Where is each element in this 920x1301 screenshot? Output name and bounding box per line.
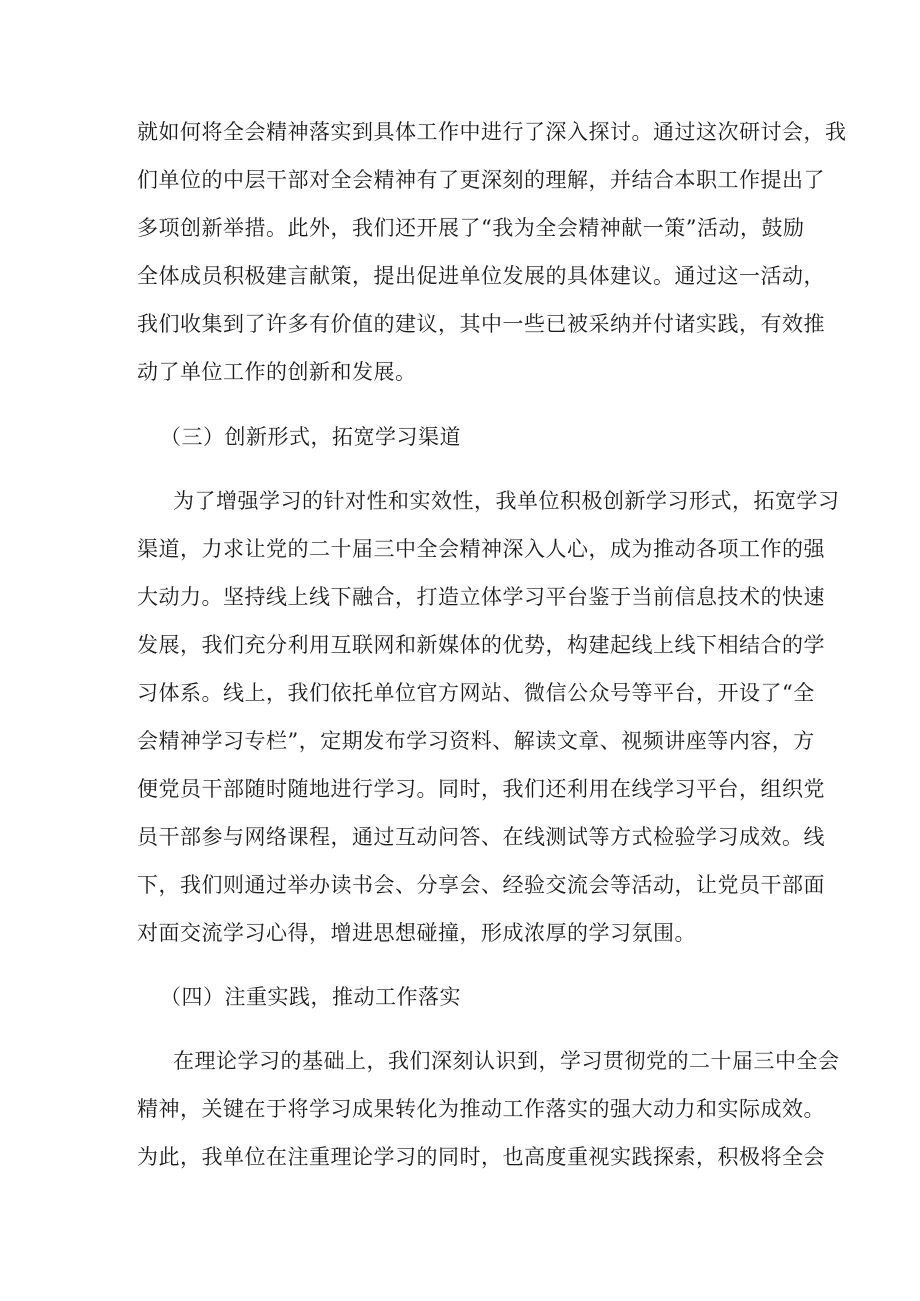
section-heading: （三）创新形式，拓宽学习渠道 bbox=[160, 425, 461, 449]
paragraph-line: 动了单位工作的创新和发展。 bbox=[137, 360, 417, 384]
paragraph-line: 多项创新举措。此外，我们还开展了“我为全会精神献一策”活动，鼓励 bbox=[137, 216, 805, 240]
paragraph-line: 们单位的中层干部对全会精神有了更深刻的理解，并结合本职工作提出了 bbox=[137, 168, 825, 192]
paragraph-line: 员干部参与网络课程，通过互动问答、在线测试等方式检验学习成效。线 bbox=[137, 825, 825, 849]
paragraph-line: 我们收集到了许多有价值的建议，其中一些已被采纳并付诸实践，有效推 bbox=[137, 312, 825, 336]
section-heading: （四）注重实践，推动工作落实 bbox=[160, 985, 461, 1009]
paragraph-line: 渠道，力求让党的二十届三中全会精神深入人心，成为推动各项工作的强 bbox=[137, 537, 825, 561]
paragraph-line: 大动力。坚持线上线下融合，打造立体学习平台鉴于当前信息技术的快速 bbox=[137, 585, 825, 609]
paragraph-line: 下，我们则通过举办读书会、分享会、经验交流会等活动，让党员干部面 bbox=[137, 873, 825, 897]
paragraph-line: 发展，我们充分利用互联网和新媒体的优势，构建起线上线下相结合的学 bbox=[137, 633, 825, 657]
paragraph-line: 就如何将全会精神落实到具体工作中进行了深入探讨。通过这次研讨会，我 bbox=[137, 120, 847, 144]
paragraph-line: 全体成员积极建言献策，提出促进单位发展的具体建议。通过这一活动， bbox=[137, 264, 825, 288]
paragraph-line: 便党员干部随时随地进行学习。同时，我们还利用在线学习平台，组织党 bbox=[137, 777, 825, 801]
paragraph-line: 对面交流学习心得，增进思想碰撞，形成浓厚的学习氛围。 bbox=[137, 921, 696, 945]
paragraph-line: 为此，我单位在注重理论学习的同时，也高度重视实践探索，积极将全会 bbox=[137, 1145, 825, 1169]
paragraph-line: 为了增强学习的针对性和实效性，我单位积极创新学习形式，拓宽学习 bbox=[173, 489, 840, 513]
paragraph-line: 在理论学习的基础上，我们深刻认识到，学习贯彻党的二十届三中全会 bbox=[173, 1049, 840, 1073]
paragraph-line: 会精神学习专栏”，定期发布学习资料、解读文章、视频讲座等内容，方 bbox=[137, 729, 815, 753]
paragraph-line: 精神，关键在于将学习成果转化为推动工作落实的强大动力和实际成效。 bbox=[137, 1097, 825, 1121]
paragraph-line: 习体系。线上，我们依托单位官方网站、微信公众号等平台，开设了“全 bbox=[137, 681, 815, 705]
